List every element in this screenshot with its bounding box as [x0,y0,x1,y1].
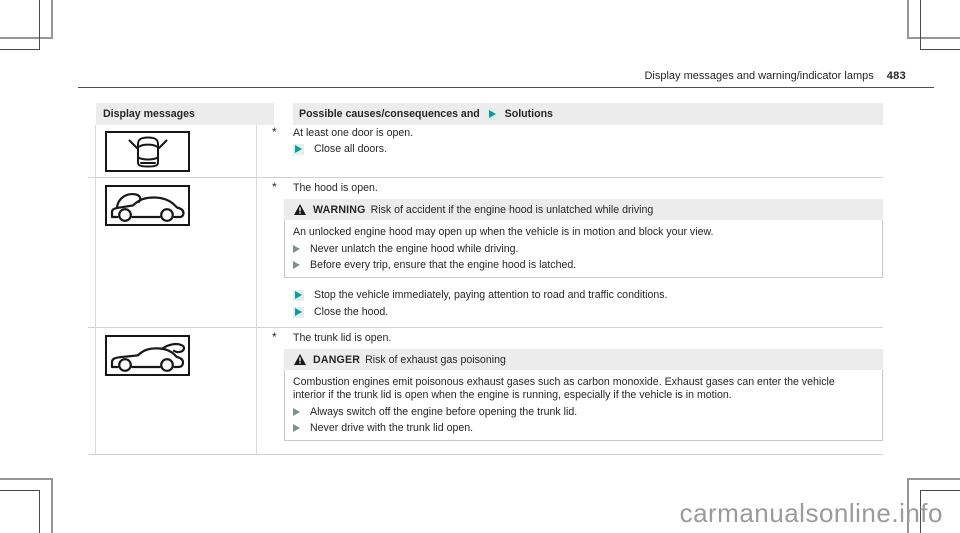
running-head-rule [78,87,934,88]
danger-body-text: Combustion engines emit poisonous exhaust gases such as carbon monoxide. Exhaust gases can enter the vehicle interior if the trunk lid is open when the engine is running, especially if the vehicle is in motion. [293,376,835,401]
column-header-display-messages: Display messages [96,103,274,125]
bullet-arrow-icon [293,408,300,416]
danger-title-text: Risk of exhaust gas poisoning [365,353,506,366]
danger-box [284,349,883,441]
solution-text: Stop the vehicle immediately, paying attention to road and traffic conditions. [314,289,668,301]
cause-text: The trunk lid is open. [293,332,392,344]
car-side-view-trunk-open-icon [108,338,188,374]
crop-mark-bottom-left-inner [0,490,40,533]
solution-line [293,289,668,301]
warning-triangle-icon [294,354,306,365]
cause-line [272,126,413,140]
solution-arrow-icon [293,290,304,301]
solution-arrow-icon [293,307,304,318]
danger-box-title [284,349,883,370]
warning-box-body [285,220,882,277]
danger-box-body [285,370,882,440]
column-header-causes-solutions [293,103,883,125]
crop-mark-top-right-inner [920,0,960,50]
warning-body-text: An unlocked engine hood may open up when the vehicle is in motion and block your view. [293,226,714,238]
warning-bullet [293,243,873,255]
bullet-arrow-icon [293,245,300,253]
solution-arrow-icon [487,109,498,120]
column-header-causes-text: Possible causes/consequences and [299,108,480,120]
car-side-view-hood-open-icon [108,188,188,224]
danger-bullet [293,422,873,434]
warning-box-title [284,199,883,220]
table-bottom-rule [88,454,883,455]
column-divider [256,125,257,454]
solution-line [293,306,388,318]
crop-mark-top-right-outer [907,0,960,39]
warning-bullet-text: Before every trip, ensure that the engine hood is latched. [310,259,577,271]
table-left-rule [95,125,96,454]
footnote-star: * [272,125,277,139]
solution-text: Close all doors. [314,143,388,155]
car-top-view-doors-open-icon [108,134,188,170]
row-divider [88,177,883,178]
car-hood-open-pictogram [105,185,190,226]
page-number: 483 [886,70,906,82]
warning-box [284,199,883,278]
danger-bullet-text: Never drive with the trunk lid open. [310,422,474,434]
car-doors-open-pictogram [105,131,190,172]
cause-text: At least one door is open. [293,127,414,139]
warning-title-text: Risk of accident if the engine hood is unlatched while driving [370,203,654,216]
footnote-star: * [272,330,277,344]
crop-mark-bottom-left-outer [0,478,53,533]
warning-triangle-icon [294,204,306,215]
footnote-star: * [272,180,277,194]
column-header-solutions-text: Solutions [504,108,553,120]
car-trunk-open-pictogram [105,335,190,376]
danger-label: DANGER [313,353,361,366]
danger-bullet [293,406,873,418]
crop-mark-top-left-outer [0,0,53,39]
warning-bullet [293,259,873,271]
crop-mark-top-left-inner [0,0,40,50]
warning-bullet-text: Never unlatch the engine hood while driving. [310,243,519,255]
danger-bullet-text: Always switch off the engine before opening the trunk lid. [310,406,578,418]
solution-text: Close the hood. [314,306,389,318]
solution-arrow-icon [293,144,304,155]
running-head [644,70,906,82]
cause-line [272,181,378,195]
running-head-title: Display messages and warning/indicator lamps [644,70,874,82]
bullet-arrow-icon [293,424,300,432]
bullet-arrow-icon [293,261,300,269]
warning-label: WARNING [313,203,366,216]
solution-line [293,143,387,155]
row-divider [88,327,883,328]
cause-text: The hood is open. [293,182,378,194]
watermark: carmanualsonline.info [679,498,943,528]
cause-line [272,331,391,345]
